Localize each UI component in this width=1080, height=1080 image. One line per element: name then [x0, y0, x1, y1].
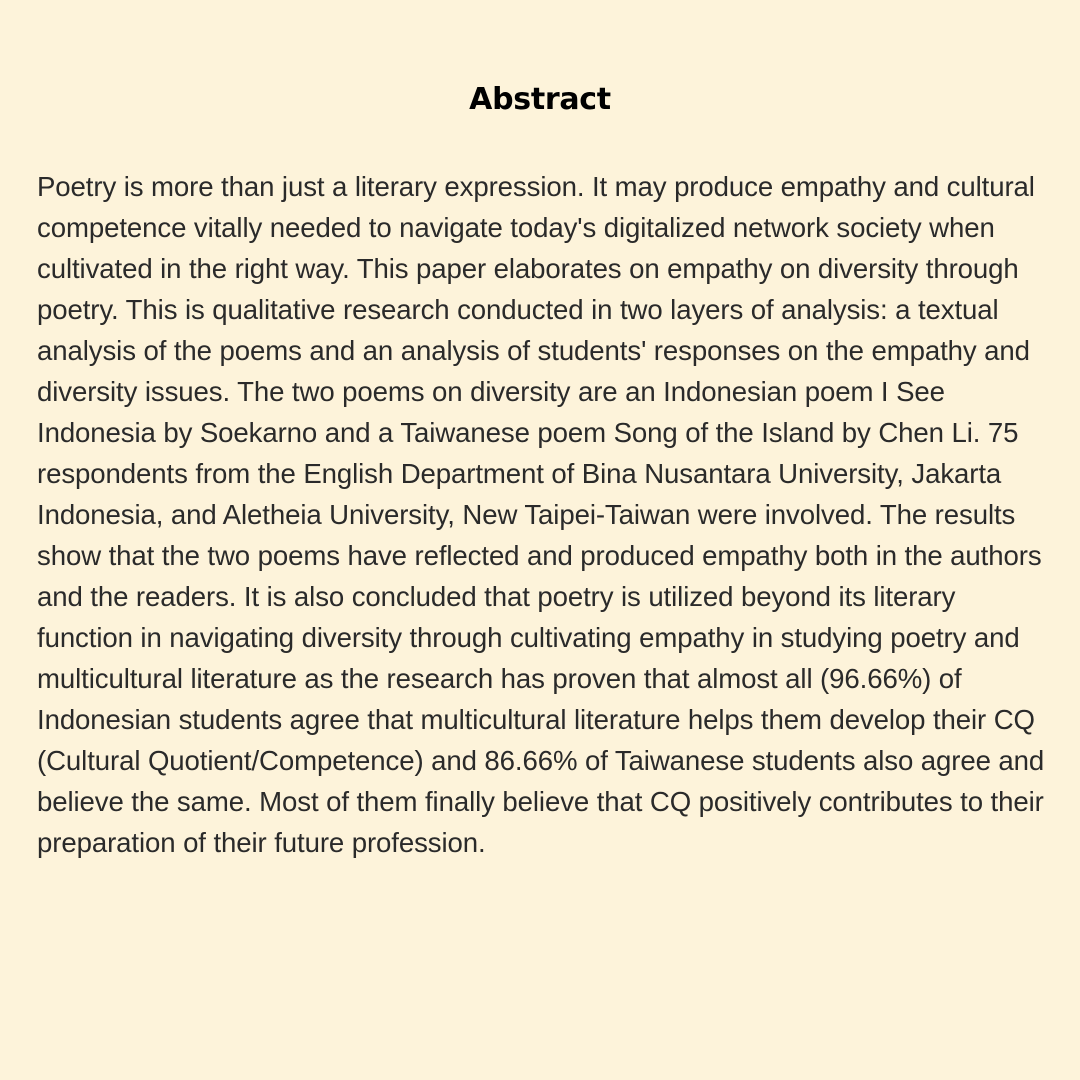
abstract-body: Poetry is more than just a literary expression. It may produce empathy and cultural competence vitally needed to navigate today's digitalized network society when cultivated in the right way. This paper elaborates on empathy on diversity through poetry. This is qualitative research conducted in two layers of analysis: a textual analysis of the poems and an analysis of students' responses on the empathy and diversity issues. The two poems on diversity are an Indonesian poem I See Indonesia by Soekarno and a Taiwanese poem Song of the Island by Chen Li. 75 respondents from the English Department of Bina Nusantara University, Jakarta Indonesia, and Aletheia University, New Taipei-Taiwan were involved. The results show that the two poems have reflected and produced empathy both in the authors and the readers. It is also concluded that poetry is utilized beyond its literary function in navigating diversity through cultivating empathy in studying poetry and multicultural literature as the research has proven that almost all (96.66%) of Indonesian students agree that multicultural literature helps them develop their CQ (Cultural Quotient/Competence) and 86.66% of Taiwanese students also agree and believe the same. Most of them finally believe that CQ positively contributes to their preparation of their future profession.	[37, 171, 1045, 858]
abstract-title: Abstract	[469, 82, 611, 117]
